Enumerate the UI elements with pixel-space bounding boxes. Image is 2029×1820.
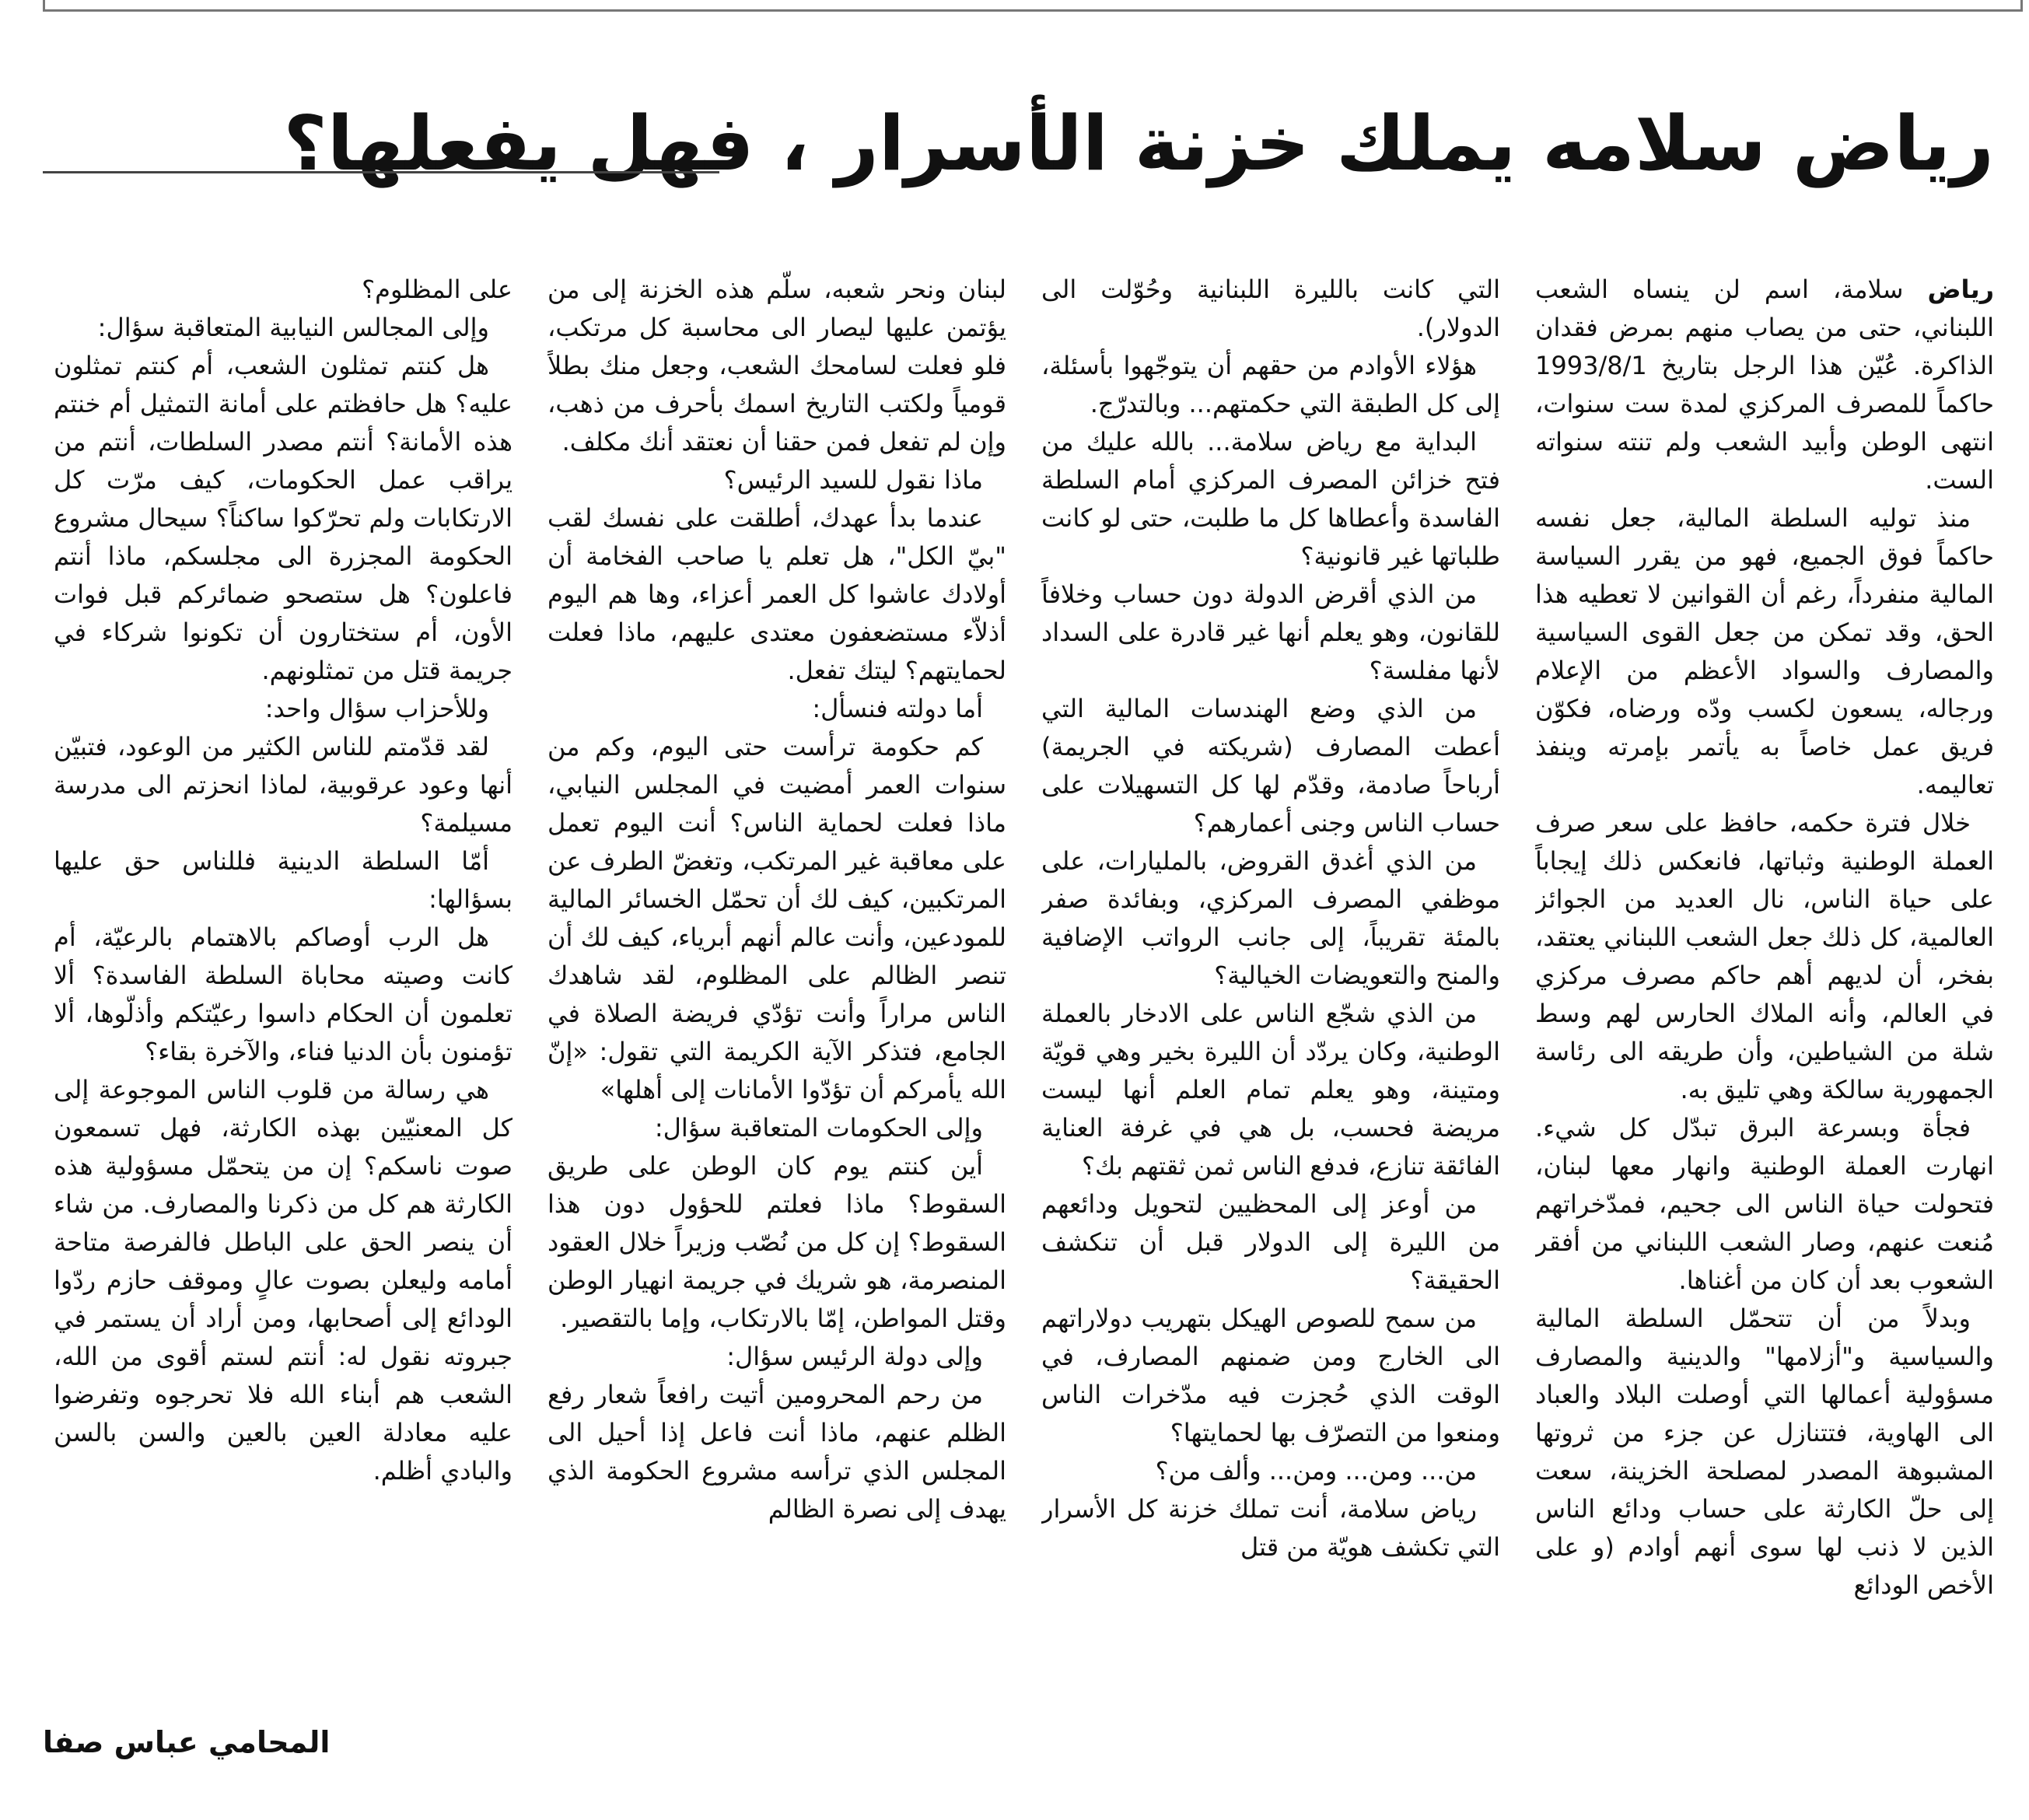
paragraph: من الذي أقرض الدولة دون حساب وخلافاً للقانون، وهو يعلم أنها غير قادرة على السداد لأنها مفلسة؟	[1041, 579, 1500, 685]
paragraph: أما دولته فنسأل:	[812, 694, 983, 723]
paragraph: منذ توليه السلطة المالية، جعل نفسه حاكماً فوق الجميع، فهو من يقرر السياسة المالية منفرداً، رغم أن القوانين لا تعطيه هذا الحق، وقد تمكن من جعل القوى السياسية والمصارف والسواد الأعظم من الإعلام ورجاله، يسعون لكسب ودّه ورضاه، فكوّن فريق عمل خاصاً به يأتمر بإمرته وينفذ تعاليمه.	[1535, 503, 1994, 800]
paragraph: فجأة وبسرعة البرق تبدّل كل شيء. انهارت العملة الوطنية وانهار معها لبنان، فتحولت حياة الناس الى جحيم، فمدّخراتهم مُنعت عنهم، وصار الشعب اللبناني من أفقر الشعوب بعد أن كان من أغناها.	[1535, 1113, 1994, 1295]
paragraph: هؤلاء الأوادم من حقهم أن يتوجّهوا بأسئلة، إلى كل الطبقة التي حكمتهم... وبالتدرّج.	[1041, 351, 1500, 418]
paragraph: خلال فترة حكمه، حافظ على سعر صرف العملة الوطنية وثباتها، فانعكس ذلك إيجاباً على حياة الناس، نال العديد من الجوائز العالمية، كل ذلك جعل الشعب اللبناني يعتقد، بفخر، أن لديهم أهم حاكم مصرف مركزي في العالم، وأنه الملاك الحارس لهم وسط شلة من الشياطين، وأن طريقه الى رئاسة الجمهورية سالكة وهي تليق به.	[1535, 808, 1994, 1104]
lead-word: رياض	[1927, 275, 1994, 304]
paragraph: كم حكومة ترأست حتى اليوم، وكم من سنوات العمر أمضيت في المجلس النيابي، ماذا فعلت لحماية الناس؟ أنت اليوم تعمل على معاقبة غير المرتكب، وتغضّ الطرف عن المرتكبين، كيف لك أن تحمّل الخسائر المالية للمودعين، وأنت عالم أنهم أبرياء، كيف لك أن تنصر الظالم على المظلوم، لقد شاهدك الناس مراراً وأنت تؤدّي فريضة الصلاة في الجامع، فتذكر الآية الكريمة التي تقول: «إنّ الله يأمركم أن تؤدّوا الأمانات إلى أهلها»	[547, 732, 1006, 1104]
paragraph: من الذي شجّع الناس على الادخار بالعملة الوطنية، وكان يردّد أن الليرة بخير وهي قويّة ومتينة، وهو يعلم تمام العلم أنها ليست مريضة فحسب، بل هي في غرفة العناية الفائقة تنازع، فدفع الناس ثمن ثقتهم بك؟	[1041, 999, 1500, 1181]
paragraph	[1535, 271, 1994, 499]
article-column-4	[54, 271, 512, 1686]
paragraph: من الذي وضع الهندسات المالية التي أعطت المصارف (شريكته في الجريمة) أرباحاً صادمة، وقدّم لها كل التسهيلات على حساب الناس وجنى أعمارهم؟	[1041, 694, 1500, 838]
article-column-1	[1535, 271, 1994, 1803]
paragraph: من الذي أغدق القروض، بالمليارات، على موظفي المصرف المركزي، وبفائدة صفر بالمئة تقريباً، إلى جانب الرواتب الإضافية والمنح والتعويضات الخيالية؟	[1041, 846, 1500, 990]
paragraph: هي رسالة من قلوب الناس الموجوعة إلى كل المعنيّين بهذه الكارثة، فهل تسمعون صوت ناسكم؟ إن من يتحمّل مسؤولية هذه الكارثة هم كل من ذكرنا والمصارف. من شاء أن ينصر الحق على الباطل فالفرصة متاحة أمامه وليعلن بصوت عالٍ وموقف حازم ردّوا الودائع إلى أصحابها، ومن أراد أن يستمر في جبروته نقول له: أنتم لستم أقوى من الله، الشعب هم أبناء الله فلا تحرجوه وتفرضوا عليه معادلة العين بالعين والسن بالسن والبادي أظلم.	[54, 1075, 512, 1486]
paragraph: من أوعز إلى المحظيين لتحويل ودائعهم من الليرة إلى الدولار قبل أن تنكشف الحقيقة؟	[1041, 1189, 1500, 1295]
paragraph: عندما بدأ عهدك، أطلقت على نفسك لقب "بيّ الكل"، هل تعلم يا صاحب الفخامة أن أولادك عاشوا كل العمر أعزاء، وها هم اليوم أذلاّء مستضعفون معتدى عليهم، ماذا فعلت لحمايتهم؟ ليتك تفعل.	[547, 503, 1006, 685]
author-byline: المحامي عباس صفا	[43, 1725, 331, 1759]
paragraph: هل كنتم تمثلون الشعب، أم كنتم تمثلون عليه؟ هل حافظتم على أمانة التمثيل أم خنتم هذه الأمانة؟ أنتم مصدر السلطات، أنتم من يراقب عمل الحكومات، كيف مرّت كل الارتكابات ولم تحرّكوا ساكناً؟ سيحال مشروع الحكومة المجزرة الى مجلسكم، ماذا أنتم فاعلون؟ هل ستصحو ضمائركم قبل فوات الأون، أم ستختارون أن تكونوا شركاء في جريمة قتل من تمثلونهم.	[54, 351, 512, 685]
paragraph: على المظلوم؟	[362, 275, 512, 304]
paragraph: لقد قدّمتم للناس الكثير من الوعود، فتبيّن أنها وعود عرقوبية، لماذا انحزتم الى مدرسة مسيلمة؟	[54, 732, 512, 838]
paragraph: وإلى الحكومات المتعاقبة سؤال:	[654, 1113, 983, 1143]
paragraph: وإلى دولة الرئيس سؤال:	[726, 1342, 983, 1371]
paragraph: من... ومن... ومن... وألف من؟	[1155, 1456, 1477, 1486]
paragraph: لبنان ونحر شعبه، سلّم هذه الخزنة إلى من يؤتمن عليها ليصار الى محاسبة كل مرتكب، فلو فعلت لسامحك الشعب، وجعل منك بطلاً قومياً ولكتب التاريخ اسمك بأحرف من ذهب، وإن لم تفعل فمن حقنا أن نعتقد أنك مكلف.	[547, 275, 1006, 457]
paragraph: هل الرب أوصاكم بالاهتمام بالرعيّة، أم كانت وصيته محاباة السلطة الفاسدة؟ ألا تعلمون أن الحكام داسوا رعيّتكم وأذلّوها، ألا تؤمنون بأن الدنيا فناء، والآخرة بقاء؟	[54, 922, 512, 1066]
paragraph: أين كنتم يوم كان الوطن على طريق السقوط؟ ماذا فعلتم للحؤول دون هذا السقوط؟ إن كل من نُصّب وزيراً خلال العقود المنصرمة، هو شريك في جريمة انهيار الوطن وقتل المواطن، إمّا بالارتكاب، وإما بالتقصير.	[547, 1151, 1006, 1333]
paragraph: وبدلاً من أن تتحمّل السلطة المالية والسياسية و"أزلامها" والدينية والمصارف مسؤولية أعمالها التي أوصلت البلاد والعباد الى الهاوية، فتتنازل عن جزء من ثروتها المشبوهة المصدر لمصلحة الخزينة، سعت إلى حلّ الكارثة على حساب ودائع الناس الذين لا ذنب لها سوى أنهم أوادم (و على الأخص الودائع	[1535, 1304, 1994, 1600]
paragraph: من رحم المحرومين أتيت رافعاً شعار رفع الظلم عنهم، ماذا أنت فاعل إذا أحيل الى المجلس الذي ترأسه مشروع الحكومة الذي يهدف إلى نصرة الظالم	[547, 1380, 1006, 1524]
paragraph: البداية مع رياض سلامة... بالله عليك من فتح خزائن المصرف المركزي أمام السلطة الفاسدة وأعطاها كل ما طلبت، حتى لو كانت طلباتها غير قانونية؟	[1041, 427, 1500, 571]
top-frame-border	[43, 0, 2023, 12]
paragraph: وإلى المجالس النيابية المتعاقبة سؤال:	[97, 313, 489, 342]
paragraph: التي كانت بالليرة اللبنانية وحُوّلت الى الدولار).	[1041, 275, 1500, 342]
paragraph: ماذا نقول للسيد الرئيس؟	[723, 465, 983, 495]
headline-rule	[43, 171, 719, 173]
paragraph: أمّا السلطة الدينية فللناس حق عليها بسؤالها:	[54, 846, 512, 914]
article-column-2	[1041, 271, 1500, 1803]
paragraph: رياض سلامة، أنت تملك خزنة كل الأسرار التي تكشف هويّة من قتل	[1041, 1494, 1500, 1562]
article-column-3	[547, 271, 1006, 1803]
paragraph: وللأحزاب سؤال واحد:	[264, 694, 489, 723]
paragraph: من سمح للصوص الهيكل بتهريب دولاراتهم الى الخارج ومن ضمنهم المصارف، في الوقت الذي حُجزت فيه مدّخرات الناس ومنعوا من التصرّف بها لحمايتها؟	[1041, 1304, 1500, 1447]
paragraph-text: سلامة، اسم لن ينساه الشعب اللبناني، حتى من يصاب منهم بمرض فقدان الذاكرة. عُيّن هذا الرجل بتاريخ 1993/8/1 حاكماً للمصرف المركزي لمدة ست سنوات، انتهى الوطن وأبيد الشعب ولم تنته سنواته الست.	[1535, 275, 1994, 495]
article-headline: رياض سلامه يملك خزنة الأسرار ، فهل يفعلها؟	[283, 100, 1994, 187]
